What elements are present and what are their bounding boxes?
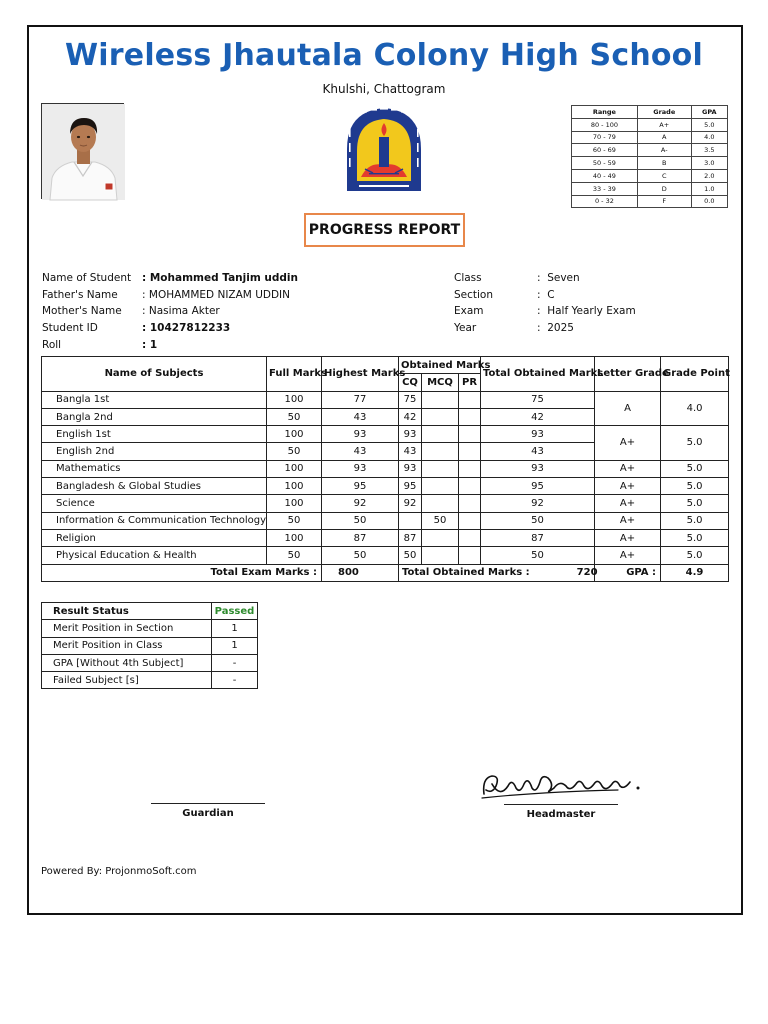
pr-marks bbox=[459, 547, 481, 564]
letter-grade: A+ bbox=[595, 529, 661, 546]
mcq-marks: 50 bbox=[422, 512, 459, 529]
cq-marks: 75 bbox=[399, 391, 422, 408]
letter-grade: A+ bbox=[595, 512, 661, 529]
result-row bbox=[42, 637, 258, 654]
section-value: : C bbox=[537, 289, 555, 301]
cq-marks: 93 bbox=[399, 460, 422, 477]
headmaster-label: Headmaster bbox=[526, 809, 596, 820]
grade-scale-header-grade: Grade bbox=[637, 106, 691, 119]
highest-marks: 87 bbox=[322, 529, 399, 546]
failed-subjects-value: - bbox=[212, 672, 258, 689]
subject-name: Information & Communication Technology bbox=[42, 512, 267, 529]
full-marks: 100 bbox=[267, 391, 322, 408]
year: 2025 bbox=[547, 322, 574, 334]
cq-marks: 50 bbox=[399, 547, 422, 564]
total-obtained: 75 bbox=[481, 391, 595, 408]
highest-marks: 93 bbox=[322, 460, 399, 477]
mcq-marks bbox=[422, 495, 459, 512]
table-row bbox=[42, 529, 729, 546]
grade-point: 5.0 bbox=[661, 460, 729, 477]
result-row bbox=[42, 672, 258, 689]
pr-marks bbox=[459, 529, 481, 546]
merit-section-label: Merit Position in Section bbox=[42, 620, 212, 637]
header-subject: Name of Subjects bbox=[42, 357, 267, 392]
mcq-marks bbox=[422, 478, 459, 495]
mother-name: Nasima Akter bbox=[148, 305, 220, 317]
student-name-label: Name of Student bbox=[42, 272, 132, 284]
grade-letter: F bbox=[637, 195, 691, 208]
grade-gpa: 4.0 bbox=[691, 131, 727, 144]
pr-marks bbox=[459, 512, 481, 529]
total-obtained: 50 bbox=[481, 547, 595, 564]
full-marks: 50 bbox=[267, 547, 322, 564]
table-row bbox=[42, 495, 729, 512]
highest-marks: 43 bbox=[322, 443, 399, 460]
class-value: : Seven bbox=[537, 272, 580, 284]
result-row bbox=[42, 603, 258, 620]
grade-letter: D bbox=[637, 182, 691, 195]
subject-name: Religion bbox=[42, 529, 267, 546]
pr-marks bbox=[459, 495, 481, 512]
marks-header-row bbox=[42, 357, 729, 374]
failed-subjects-label: Failed Subject [s] bbox=[42, 672, 212, 689]
grade-range: 50 - 59 bbox=[572, 157, 638, 170]
full-marks: 50 bbox=[267, 512, 322, 529]
father-name-value: : MOHAMMED NIZAM UDDIN bbox=[142, 289, 290, 301]
grade-point: 5.0 bbox=[661, 529, 729, 546]
full-marks: 100 bbox=[267, 495, 322, 512]
roll-value: : 1 bbox=[142, 339, 158, 351]
cq-marks: 43 bbox=[399, 443, 422, 460]
total-obtained-marks-label-text: Total Obtained Marks : bbox=[402, 567, 530, 579]
gpa-value: 4.9 bbox=[661, 564, 729, 581]
result-status-value: Passed bbox=[212, 603, 258, 620]
merit-section-value: 1 bbox=[212, 620, 258, 637]
grade-gpa: 3.5 bbox=[691, 144, 727, 157]
total-obtained: 42 bbox=[481, 408, 595, 425]
highest-marks: 50 bbox=[322, 547, 399, 564]
subject-name: Bangladesh & Global Studies bbox=[42, 478, 267, 495]
student-id: 10427812233 bbox=[149, 322, 231, 334]
gpa-without-4th-label: GPA [Without 4th Subject] bbox=[42, 654, 212, 671]
mcq-marks bbox=[422, 460, 459, 477]
exam-value: : Half Yearly Exam bbox=[537, 305, 636, 317]
pr-marks bbox=[459, 460, 481, 477]
mother-name-value: : Nasima Akter bbox=[142, 305, 220, 317]
header-pr: PR bbox=[459, 374, 481, 391]
grade-scale-header-range: Range bbox=[572, 106, 638, 119]
header-highest-marks: Highest Marks bbox=[322, 357, 399, 392]
grade-range: 60 - 69 bbox=[572, 144, 638, 157]
grade-gpa: 2.0 bbox=[691, 169, 727, 182]
cq-marks: 95 bbox=[399, 478, 422, 495]
mcq-marks bbox=[422, 529, 459, 546]
grade-point: 5.0 bbox=[661, 495, 729, 512]
total-obtained: 43 bbox=[481, 443, 595, 460]
result-status-table bbox=[41, 602, 258, 689]
grade-letter: B bbox=[637, 157, 691, 170]
table-row bbox=[42, 460, 729, 477]
letter-grade: A+ bbox=[595, 460, 661, 477]
total-obtained: 92 bbox=[481, 495, 595, 512]
subject-name: Bangla 1st bbox=[42, 391, 267, 408]
highest-marks: 43 bbox=[322, 408, 399, 425]
progress-report-title: PROGRESS REPORT bbox=[304, 213, 465, 247]
grade-point: 4.0 bbox=[661, 391, 729, 426]
student-name: Mohammed Tanjim uddin bbox=[149, 272, 299, 284]
header-cq: CQ bbox=[399, 374, 422, 391]
result-row bbox=[42, 654, 258, 671]
letter-grade: A+ bbox=[595, 478, 661, 495]
section: C bbox=[547, 289, 555, 301]
class: Seven bbox=[547, 272, 580, 284]
pr-marks bbox=[459, 426, 481, 443]
total-obtained: 50 bbox=[481, 512, 595, 529]
full-marks: 100 bbox=[267, 460, 322, 477]
total-obtained: 95 bbox=[481, 478, 595, 495]
section-label: Section bbox=[454, 289, 494, 301]
totals-row bbox=[42, 564, 729, 581]
grade-point: 5.0 bbox=[661, 512, 729, 529]
subject-name: English 2nd bbox=[42, 443, 267, 460]
header-full-marks: Full Marks bbox=[267, 357, 322, 392]
mcq-marks bbox=[422, 443, 459, 460]
table-row bbox=[42, 391, 729, 408]
full-marks: 50 bbox=[267, 443, 322, 460]
pr-marks bbox=[459, 443, 481, 460]
student-id-label: Student ID bbox=[42, 322, 98, 334]
grade-letter: C bbox=[637, 169, 691, 182]
total-obtained: 93 bbox=[481, 426, 595, 443]
cq-marks: 42 bbox=[399, 408, 422, 425]
grade-scale-row bbox=[572, 144, 728, 157]
year-value: : 2025 bbox=[537, 322, 574, 334]
subject-name: Bangla 2nd bbox=[42, 408, 267, 425]
mcq-marks bbox=[422, 426, 459, 443]
school-name: Wireless Jhautala Colony High School bbox=[65, 38, 703, 73]
grade-scale-row bbox=[572, 195, 728, 208]
mother-name-label: Mother's Name bbox=[42, 305, 122, 317]
father-name: MOHAMMED NIZAM UDDIN bbox=[148, 289, 290, 301]
subject-name: Mathematics bbox=[42, 460, 267, 477]
grade-range: 33 - 39 bbox=[572, 182, 638, 195]
grade-point: 5.0 bbox=[661, 426, 729, 461]
grade-letter: A bbox=[637, 131, 691, 144]
grade-scale-row bbox=[572, 182, 728, 195]
full-marks: 100 bbox=[267, 529, 322, 546]
highest-marks: 50 bbox=[322, 512, 399, 529]
total-obtained-marks-value: 720 bbox=[576, 567, 598, 579]
mcq-marks bbox=[422, 408, 459, 425]
grade-letter: A+ bbox=[637, 118, 691, 131]
table-row bbox=[42, 478, 729, 495]
mcq-marks bbox=[422, 547, 459, 564]
school-logo-emblem bbox=[339, 103, 429, 197]
total-exam-marks-label: Total Exam Marks : bbox=[42, 564, 322, 581]
header-letter-grade: Letter Grade bbox=[595, 357, 661, 392]
guardian-label: Guardian bbox=[182, 808, 234, 819]
header-total-obtained: Total Obtained Marks bbox=[481, 357, 595, 392]
table-row bbox=[42, 512, 729, 529]
year-label: Year bbox=[454, 322, 477, 334]
grade-scale-row bbox=[572, 118, 728, 131]
marks-table bbox=[41, 356, 729, 582]
grade-range: 70 - 79 bbox=[572, 131, 638, 144]
result-status-label: Result Status bbox=[42, 603, 212, 620]
letter-grade: A bbox=[595, 391, 661, 426]
letter-grade: A+ bbox=[595, 547, 661, 564]
grade-range: 80 - 100 bbox=[572, 118, 638, 131]
student-photo-image bbox=[42, 104, 125, 200]
total-exam-marks-value: 800 bbox=[322, 564, 399, 581]
total-obtained: 93 bbox=[481, 460, 595, 477]
table-row bbox=[42, 426, 729, 443]
grade-letter: A- bbox=[637, 144, 691, 157]
powered-by-footer: Powered By: ProjonmoSoft.com bbox=[41, 866, 197, 877]
grade-range: 0 - 32 bbox=[572, 195, 638, 208]
merit-class-value: 1 bbox=[212, 637, 258, 654]
highest-marks: 93 bbox=[322, 426, 399, 443]
header-obtained-marks: Obtained Marks bbox=[399, 357, 481, 374]
cq-marks: 87 bbox=[399, 529, 422, 546]
cq-marks: 93 bbox=[399, 426, 422, 443]
headmaster-signature bbox=[478, 764, 648, 804]
grade-point: 5.0 bbox=[661, 547, 729, 564]
school-location: Khulshi, Chattogram bbox=[322, 82, 446, 96]
grade-gpa: 5.0 bbox=[691, 118, 727, 131]
total-obtained: 87 bbox=[481, 529, 595, 546]
student-name-value: : Mohammed Tanjim uddin bbox=[142, 272, 299, 284]
table-row bbox=[42, 547, 729, 564]
highest-marks: 92 bbox=[322, 495, 399, 512]
exam: Half Yearly Exam bbox=[547, 305, 636, 317]
grade-point: 5.0 bbox=[661, 478, 729, 495]
grade-scale-row bbox=[572, 169, 728, 182]
full-marks: 100 bbox=[267, 426, 322, 443]
pr-marks bbox=[459, 391, 481, 408]
letter-grade: A+ bbox=[595, 426, 661, 461]
grade-scale-table bbox=[571, 105, 728, 208]
cq-marks bbox=[399, 512, 422, 529]
grade-range: 40 - 49 bbox=[572, 169, 638, 182]
grade-gpa: 1.0 bbox=[691, 182, 727, 195]
class-label: Class bbox=[454, 272, 482, 284]
subject-name: Science bbox=[42, 495, 267, 512]
grade-scale-row bbox=[572, 157, 728, 170]
father-name-label: Father's Name bbox=[42, 289, 118, 301]
grade-gpa: 0.0 bbox=[691, 195, 727, 208]
subject-name: Physical Education & Health bbox=[42, 547, 267, 564]
gpa-label: GPA : bbox=[595, 564, 661, 581]
grade-scale-header bbox=[572, 106, 728, 119]
full-marks: 50 bbox=[267, 408, 322, 425]
highest-marks: 77 bbox=[322, 391, 399, 408]
cq-marks: 92 bbox=[399, 495, 422, 512]
highest-marks: 95 bbox=[322, 478, 399, 495]
pr-marks bbox=[459, 408, 481, 425]
gpa-without-4th-value: - bbox=[212, 654, 258, 671]
full-marks: 100 bbox=[267, 478, 322, 495]
result-row bbox=[42, 620, 258, 637]
headmaster-signature-line bbox=[504, 804, 618, 805]
header-grade-point: Grade Point bbox=[661, 357, 729, 392]
grade-scale-row bbox=[572, 131, 728, 144]
exam-label: Exam bbox=[454, 305, 484, 317]
student-photo bbox=[41, 103, 124, 199]
letter-grade: A+ bbox=[595, 495, 661, 512]
subject-name: English 1st bbox=[42, 426, 267, 443]
header-mcq: MCQ bbox=[422, 374, 459, 391]
grade-gpa: 3.0 bbox=[691, 157, 727, 170]
guardian-signature-line bbox=[151, 803, 265, 804]
merit-class-label: Merit Position in Class bbox=[42, 637, 212, 654]
pr-marks bbox=[459, 478, 481, 495]
mcq-marks bbox=[422, 391, 459, 408]
total-obtained-marks-label bbox=[399, 564, 598, 581]
grade-scale-header-gpa: GPA bbox=[691, 106, 727, 119]
student-id-value: : 10427812233 bbox=[142, 322, 231, 334]
roll-label: Roll bbox=[42, 339, 62, 351]
school-logo bbox=[339, 103, 429, 197]
roll: 1 bbox=[149, 339, 158, 351]
